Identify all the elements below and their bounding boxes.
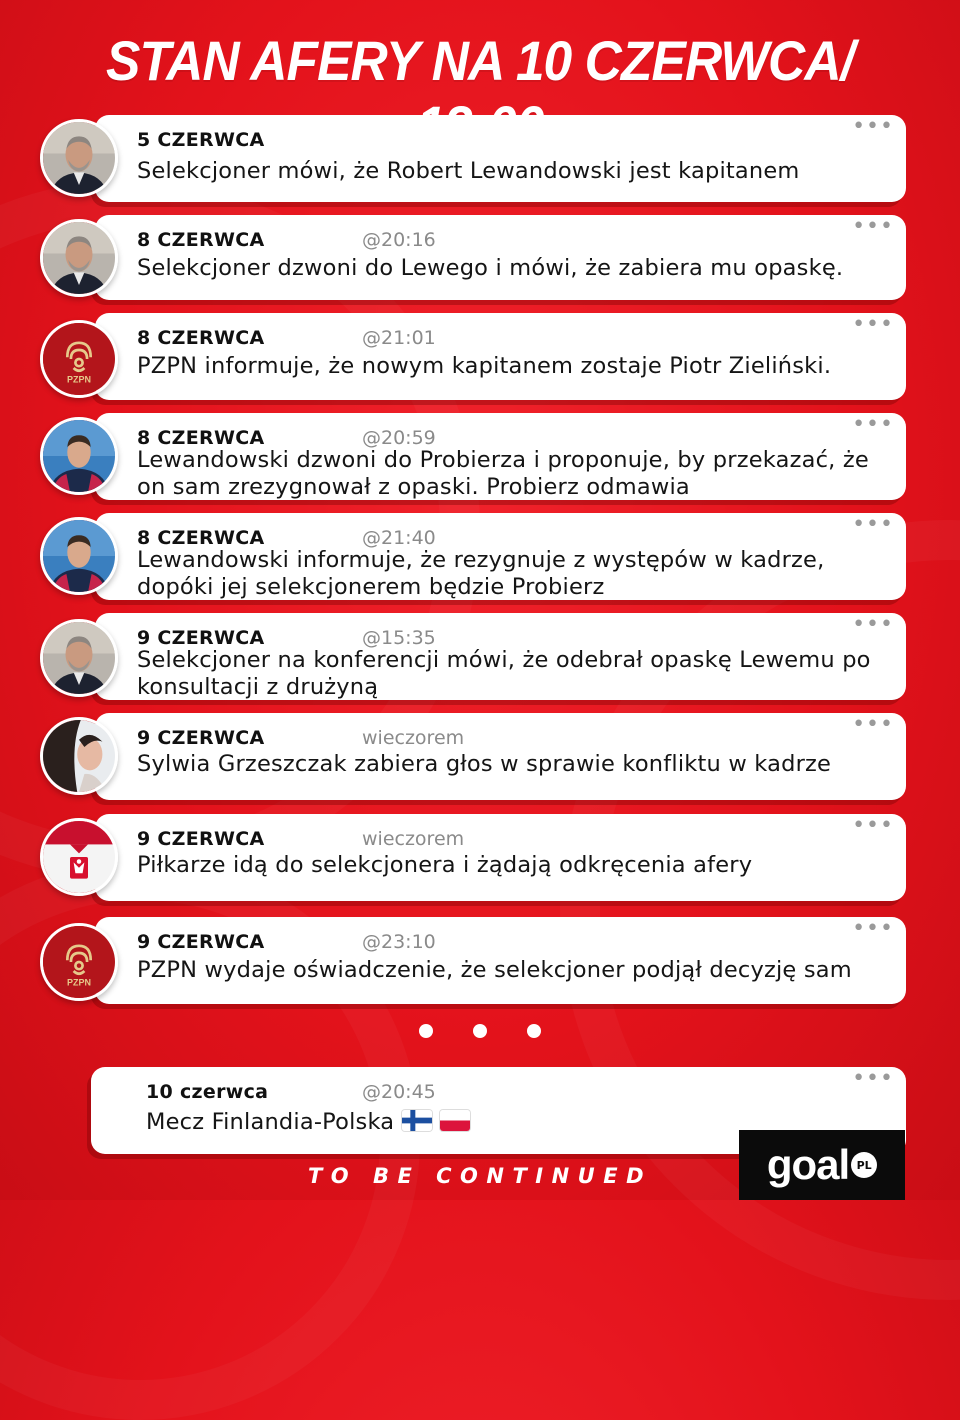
entry-date: 9 CZERWCA	[137, 931, 265, 953]
entry-time: @21:40	[362, 527, 436, 549]
avatar-lewandowski	[40, 517, 118, 595]
entry-text: Mecz Finlandia-Polska	[146, 1109, 395, 1135]
more-options-icon[interactable]: •••	[852, 712, 894, 737]
timeline-entry	[40, 413, 906, 500]
entry-time: @20:45	[362, 1081, 436, 1103]
avatar-jersey	[40, 818, 118, 896]
more-options-icon[interactable]: •••	[852, 916, 894, 941]
avatar-coach	[40, 619, 118, 697]
poland-flag-icon	[440, 1110, 470, 1131]
entry-text: Lewandowski informuje, że rezygnuje z występów w kadrze, dopóki jej selekcjonerem będzie Probierz	[137, 547, 825, 600]
pagination-dots	[0, 1024, 960, 1038]
timeline-entry	[40, 313, 906, 400]
entry-time: wieczorem	[362, 727, 465, 749]
entry-text: Selekcjoner na konferencji mówi, że odebrał opaskę Lewemu po konsultacji z drużyną	[137, 647, 871, 700]
logo-word: goal	[766, 1141, 850, 1188]
avatar-coach	[40, 119, 118, 197]
entry-date: 5 CZERWCA	[137, 129, 265, 151]
entry-text: Selekcjoner mówi, że Robert Lewandowski jest kapitanem	[137, 158, 800, 184]
more-options-icon[interactable]: •••	[852, 214, 894, 239]
more-options-icon[interactable]: •••	[852, 114, 894, 139]
more-options-icon[interactable]: •••	[852, 813, 894, 838]
entry-date: 8 CZERWCA	[137, 427, 265, 449]
entry-time: @20:59	[362, 427, 436, 449]
pager-dot	[527, 1024, 541, 1038]
avatar-pzpn	[40, 320, 118, 398]
entry-date: 10 czerwca	[146, 1081, 269, 1103]
timeline-entry	[40, 713, 906, 800]
entry-text: Sylwia Grzeszczak zabiera głos w sprawie konfliktu w kadrze	[137, 751, 832, 777]
entry-date: 8 CZERWCA	[137, 327, 265, 349]
timeline-entry	[40, 917, 906, 1004]
entry-date: 9 CZERWCA	[137, 828, 265, 850]
entry-time: wieczorem	[362, 828, 465, 850]
page-title: STAN AFERY NA 10 CZERWCA/	[106, 29, 854, 92]
entry-time: @21:01	[362, 327, 436, 349]
entry-time: @20:16	[362, 229, 436, 251]
more-options-icon[interactable]: •••	[852, 1066, 894, 1091]
more-options-icon[interactable]: •••	[852, 612, 894, 637]
entry-date: 8 CZERWCA	[137, 527, 265, 549]
entry-text: PZPN informuje, że nowym kapitanem zostaje Piotr Zieliński.	[137, 353, 832, 379]
more-options-icon[interactable]: •••	[852, 412, 894, 437]
goal-logo	[739, 1130, 905, 1200]
finland-flag-icon	[402, 1110, 432, 1131]
timeline-entry	[40, 513, 906, 600]
avatar-coach	[40, 219, 118, 297]
entry-text: PZPN wydaje oświadczenie, że selekcjoner podjął decyzję sam	[137, 957, 852, 983]
entry-time: @15:35	[362, 627, 436, 649]
entry-date: 9 CZERWCA	[137, 727, 265, 749]
timeline-entry	[40, 814, 906, 901]
entry-text: Selekcjoner dzwoni do Lewego i mówi, że zabiera mu opaskę.	[137, 255, 844, 281]
entry-text: Piłkarze idą do selekcjonera i żądają odkręcenia afery	[137, 852, 753, 878]
avatar-pzpn	[40, 923, 118, 1001]
svg-text:PZPN: PZPN	[66, 374, 92, 385]
more-options-icon[interactable]: •••	[852, 512, 894, 537]
more-options-icon[interactable]: •••	[852, 312, 894, 337]
svg-text:PZPN: PZPN	[66, 977, 92, 988]
timeline-entry	[40, 115, 906, 202]
avatar-lewandowski	[40, 417, 118, 495]
pager-dot	[473, 1024, 487, 1038]
footer-tagline: TO BE CONTINUED	[307, 1164, 653, 1188]
logo-badge: PL	[851, 1152, 877, 1178]
entry-text: Lewandowski dzwoni do Probierza i proponuje, by przekazać, że on sam zrezygnował z opaski. Probierz odmawia	[137, 447, 869, 500]
avatar-sylwia	[40, 717, 118, 795]
timeline-entry	[40, 613, 906, 700]
entry-date: 8 CZERWCA	[137, 229, 265, 251]
timeline-entry	[40, 215, 906, 300]
entry-date: 9 CZERWCA	[137, 627, 265, 649]
entry-time: @23:10	[362, 931, 436, 953]
pager-dot	[419, 1024, 433, 1038]
